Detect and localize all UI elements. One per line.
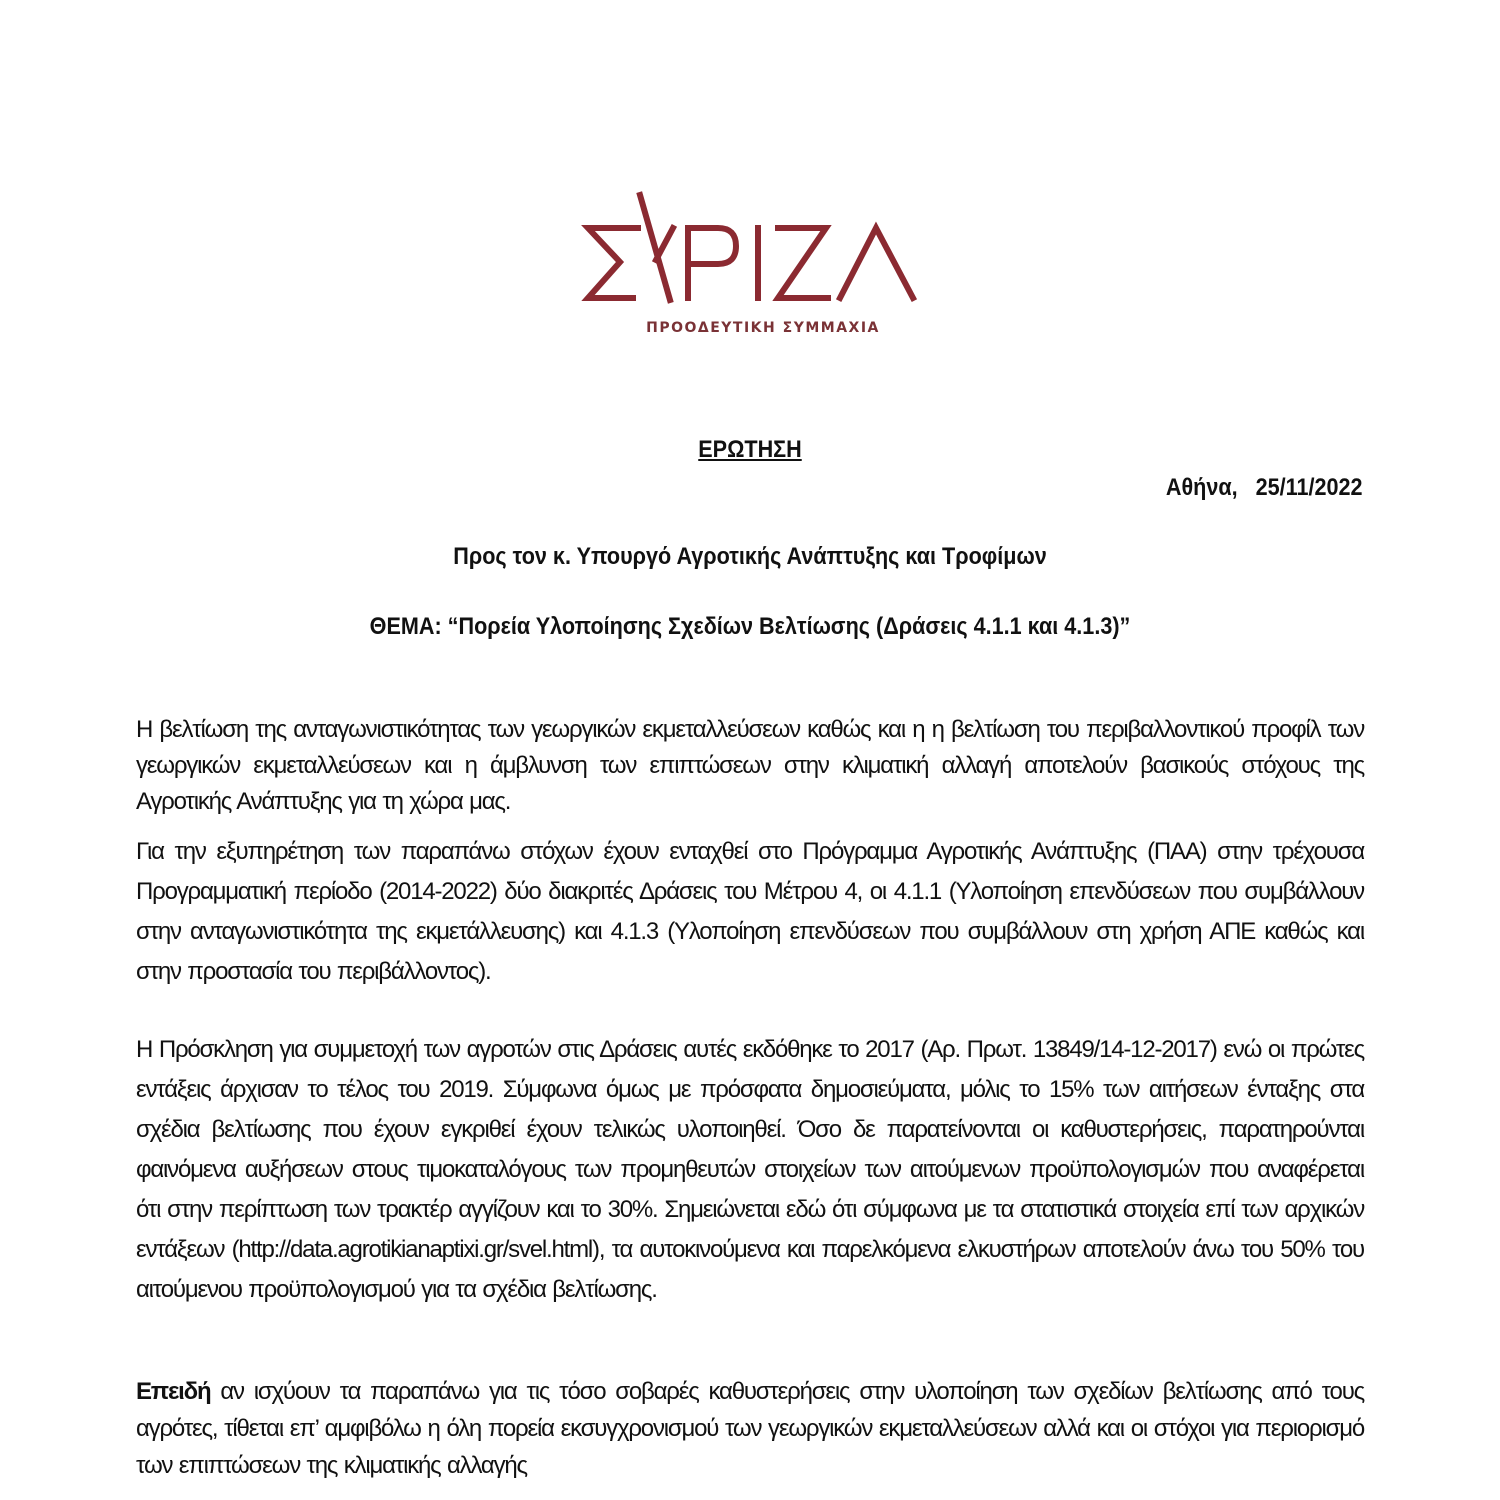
logo-tagline: ΠΡΟΟΔΕΥΤΙΚΗ ΣΥΜΜΑΧΙΑ xyxy=(646,320,880,336)
paragraph-4 xyxy=(136,1373,1364,1484)
paragraph-2: Για την εξυπηρέτηση των παραπάνω στόχων έχουν ενταχθεί στο Πρόγραμμα Αγροτικής Ανάπτυξης (ΠΑΑ) στην τρέχουσα Προγραμματική περίοδο (2014-2022) δύο διακριτές Δράσεις του Μέτρου 4, οι 4.1.1 (Υλοποίηση επενδύσεων που συμβάλλουν στην ανταγωνιστικότητα της εκμετάλλευσης) και 4.1.3 (Υλοποίηση επενδύσεων που συμβάλλουν στη χρήση ΑΠΕ καθώς και στην προστασία του περιβάλλοντος). xyxy=(136,838,1364,985)
paragraph-4-text: αν ισχύουν τα παραπάνω για τις τόσο σοβαρές καθυστερήσεις στην υλοποίηση των σχεδίων βελτίωσης από τους αγρότες, τίθεται επ’ αμφιβόλω η όλη πορεία εκσυγχρονισμού των γεωργικών εκμεταλλεύσεων αλλά και οι στόχοι για περιορισμό των επιπτώσεων της κλιματικής αλλαγής xyxy=(136,1378,1364,1479)
subject-line: ΘΕΜΑ: “Πορεία Υλοποίησης Σχεδίων Βελτίωσης (Δράσεις 4.1.1 και 4.1.3)” xyxy=(369,613,1131,640)
document-date: Αθήνα, 25/11/2022 xyxy=(1166,474,1363,501)
paragraph-1: Η βελτίωση της ανταγωνιστικότητας των γεωργικών εκμεταλλεύσεων καθώς και η η βελτίωση του περιβαλλοντικού προφίλ των γεωργικών εκμεταλλεύσεων και η άμβλυνση των επιπτώσεων στην κλιματική αλλαγή αποτελούν βασικούς στόχους της Αγροτικής Ανάπτυξης για τη χώρα μας. xyxy=(136,716,1364,815)
paragraph-4-lead: Επειδή xyxy=(136,1378,211,1405)
party-logo xyxy=(578,190,923,350)
paragraph-3: Η Πρόσκληση για συμμετοχή των αγροτών στις Δράσεις αυτές εκδόθηκε το 2017 (Αρ. Πρωτ. 13849/14-12-2017) ενώ οι πρώτες εντάξεις άρχισαν το τέλος του 2019. Σύμφωνα όμως με πρόσφατα δημοσιεύματα, μόλις το 15% των αιτήσεων ένταξης στα σχέδια βελτίωσης που έχουν εγκριθεί έχουν τελικώς υλοποιηθεί. Όσο δε παρατείνονται οι καθυστερήσεις, παρατηρούνται φαινόμενα αυξήσεων στους τιμοκαταλόγους των προμηθευτών στοιχείων των αιτούμενων προϋπολογισμών που αναφέρεται ότι στην περίπτωση των τρακτέρ αγγίζουν και το 30%. Σημειώνεται εδώ ότι σύμφωνα με τα στατιστικά στοιχεία επί των αρχικών εντάξεων (http://data.agrotikianaptixi.gr/svel.html), τα αυτοκινούμενα και παρελκόμενα ελκυστήρων αποτελούν άνω του 50% του αιτούμενου προϋπολογισμού για τα σχέδια βελτίωσης. xyxy=(136,1036,1364,1303)
addressee: Προς τον κ. Υπουργό Αγροτικής Ανάπτυξης και Τροφίμων xyxy=(453,543,1047,570)
syriza-wordmark-icon xyxy=(578,190,923,315)
document-title: ΕΡΩΤΗΣΗ xyxy=(698,436,802,463)
